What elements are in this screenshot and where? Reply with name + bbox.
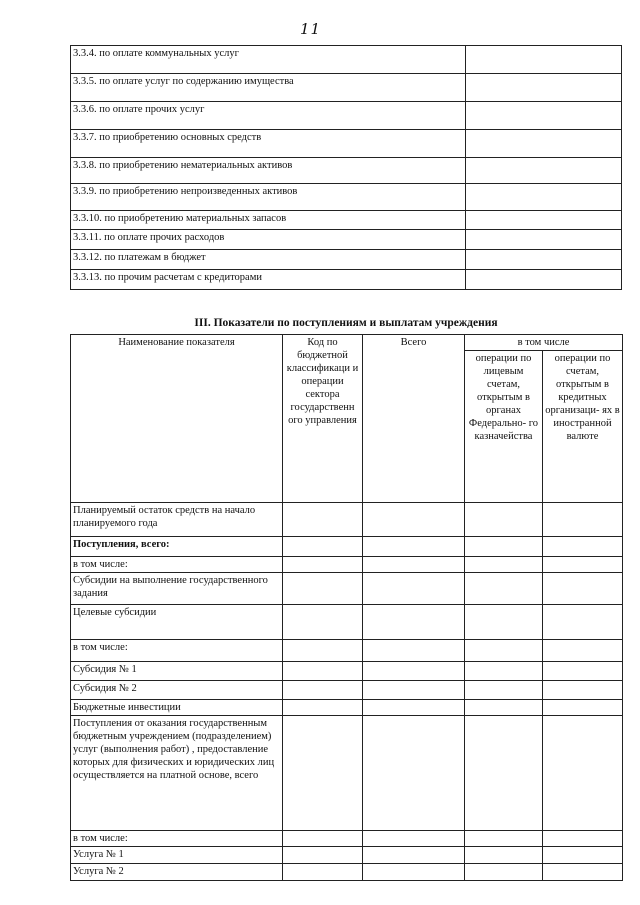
table-row: [71, 864, 623, 881]
value-cell[interactable]: [363, 537, 465, 557]
table-row: [71, 557, 623, 573]
header-treasury: операции по лицевым счетам, открытым в органах Федерально- го казначейства: [465, 351, 543, 503]
value-cell[interactable]: [465, 640, 543, 662]
value-cell[interactable]: [543, 716, 623, 831]
row-label: Целевые субсидии: [71, 605, 283, 640]
row-label: Поступления от оказания государственным бюджетным учреждением (подразделением) услуг (выполнения работ) , предоставление которых для физических и юридических лиц осуществляется на платной основе, всего: [71, 716, 283, 831]
value-cell[interactable]: [363, 847, 465, 864]
row-label: 3.3.7. по приобретению основных средств: [71, 130, 466, 158]
value-cell[interactable]: [465, 831, 543, 847]
value-cell[interactable]: [465, 230, 621, 250]
value-cell[interactable]: [465, 250, 621, 270]
row-label: 3.3.11. по оплате прочих расходов: [71, 230, 466, 250]
value-cell[interactable]: [283, 557, 363, 573]
value-cell[interactable]: [283, 864, 363, 881]
value-cell[interactable]: [465, 700, 543, 716]
value-cell[interactable]: [363, 573, 465, 605]
table-row: [71, 831, 623, 847]
table-row: [71, 130, 622, 158]
row-label: 3.3.10. по приобретению материальных запасов: [71, 211, 466, 230]
row-label: Услуга № 1: [71, 847, 283, 864]
value-cell[interactable]: [363, 557, 465, 573]
value-cell[interactable]: [543, 864, 623, 881]
row-label: в том числе:: [71, 557, 283, 573]
value-cell[interactable]: [543, 605, 623, 640]
value-cell[interactable]: [283, 640, 363, 662]
value-cell[interactable]: [465, 557, 543, 573]
header-row: [71, 335, 623, 351]
table-row: [71, 250, 622, 270]
table-row: [71, 640, 623, 662]
table-row: [71, 700, 623, 716]
table-row: [71, 102, 622, 130]
value-cell[interactable]: [543, 662, 623, 681]
header-credit: операции по счетам, открытым в кредитных организаци- ях в иностранной валюте: [543, 351, 623, 503]
value-cell[interactable]: [283, 503, 363, 537]
header-including: в том числе: [465, 335, 623, 351]
row-label: Субсидия № 1: [71, 662, 283, 681]
value-cell[interactable]: [465, 716, 543, 831]
value-cell[interactable]: [543, 537, 623, 557]
value-cell[interactable]: [465, 102, 621, 130]
table-row: [71, 503, 623, 537]
table-row: [71, 662, 623, 681]
value-cell[interactable]: [543, 573, 623, 605]
value-cell[interactable]: [363, 864, 465, 881]
value-cell[interactable]: [363, 831, 465, 847]
table-row: [71, 605, 623, 640]
header-total: Всего: [363, 335, 465, 503]
page-number: 11: [300, 20, 322, 38]
value-cell[interactable]: [543, 831, 623, 847]
value-cell[interactable]: [283, 831, 363, 847]
value-cell[interactable]: [465, 847, 543, 864]
header-code: Код по бюджетной классификаци и операции сектора государственн ого управления: [283, 335, 363, 503]
table-row: [71, 230, 622, 250]
value-cell[interactable]: [363, 662, 465, 681]
value-cell[interactable]: [543, 700, 623, 716]
table-row: [71, 158, 622, 184]
value-cell[interactable]: [543, 557, 623, 573]
value-cell[interactable]: [363, 503, 465, 537]
table-row: [71, 270, 622, 290]
value-cell[interactable]: [465, 74, 621, 102]
value-cell[interactable]: [543, 681, 623, 700]
value-cell[interactable]: [465, 46, 621, 74]
value-cell[interactable]: [283, 847, 363, 864]
value-cell[interactable]: [283, 662, 363, 681]
receipts-table: [70, 334, 623, 881]
row-label: Услуга № 2: [71, 864, 283, 881]
table-row: [71, 716, 623, 831]
header-name: Наименование показателя: [71, 335, 283, 503]
value-cell[interactable]: [543, 503, 623, 537]
value-cell[interactable]: [465, 605, 543, 640]
value-cell[interactable]: [283, 716, 363, 831]
value-cell[interactable]: [283, 605, 363, 640]
value-cell[interactable]: [465, 864, 543, 881]
expenses-table: [70, 45, 622, 290]
row-label: 3.3.4. по оплате коммунальных услуг: [71, 46, 466, 74]
value-cell[interactable]: [363, 681, 465, 700]
table-row: [71, 681, 623, 700]
row-label: 3.3.5. по оплате услуг по содержанию имущества: [71, 74, 466, 102]
row-label: 3.3.8. по приобретению нематериальных активов: [71, 158, 466, 184]
table-row: [71, 573, 623, 605]
value-cell[interactable]: [283, 700, 363, 716]
table-row: [71, 847, 623, 864]
table-row: [71, 46, 622, 74]
value-cell[interactable]: [465, 537, 543, 557]
section-title: III. Показатели по поступлениям и выплатам учреждения: [194, 317, 498, 329]
table-row: [71, 537, 623, 557]
value-cell[interactable]: [283, 681, 363, 700]
value-cell[interactable]: [465, 270, 621, 290]
value-cell[interactable]: [363, 640, 465, 662]
row-label: в том числе:: [71, 831, 283, 847]
row-label: Планируемый остаток средств на начало планируемого года: [71, 503, 283, 537]
row-label: Поступления, всего:: [71, 537, 283, 557]
value-cell[interactable]: [465, 662, 543, 681]
row-label: Субсидии на выполнение государственного задания: [71, 573, 283, 605]
row-label: 3.3.9. по приобретению непроизведенных активов: [71, 184, 466, 211]
row-label: 3.3.12. по платежам в бюджет: [71, 250, 466, 270]
value-cell[interactable]: [283, 537, 363, 557]
value-cell[interactable]: [363, 605, 465, 640]
value-cell[interactable]: [465, 211, 621, 230]
row-label: Субсидия № 2: [71, 681, 283, 700]
value-cell[interactable]: [363, 700, 465, 716]
row-label: 3.3.6. по оплате прочих услуг: [71, 102, 466, 130]
value-cell[interactable]: [543, 847, 623, 864]
value-cell[interactable]: [465, 158, 621, 184]
value-cell[interactable]: [465, 184, 621, 211]
row-label: в том числе:: [71, 640, 283, 662]
value-cell[interactable]: [465, 503, 543, 537]
value-cell[interactable]: [465, 681, 543, 700]
value-cell[interactable]: [283, 573, 363, 605]
value-cell[interactable]: [465, 130, 621, 158]
value-cell[interactable]: [543, 640, 623, 662]
value-cell[interactable]: [363, 716, 465, 831]
value-cell[interactable]: [465, 573, 543, 605]
table-row: [71, 184, 622, 211]
table-row: [71, 74, 622, 102]
row-label: Бюджетные инвестиции: [71, 700, 283, 716]
row-label: 3.3.13. по прочим расчетам с кредиторами: [71, 270, 466, 290]
table-row: [71, 211, 622, 230]
